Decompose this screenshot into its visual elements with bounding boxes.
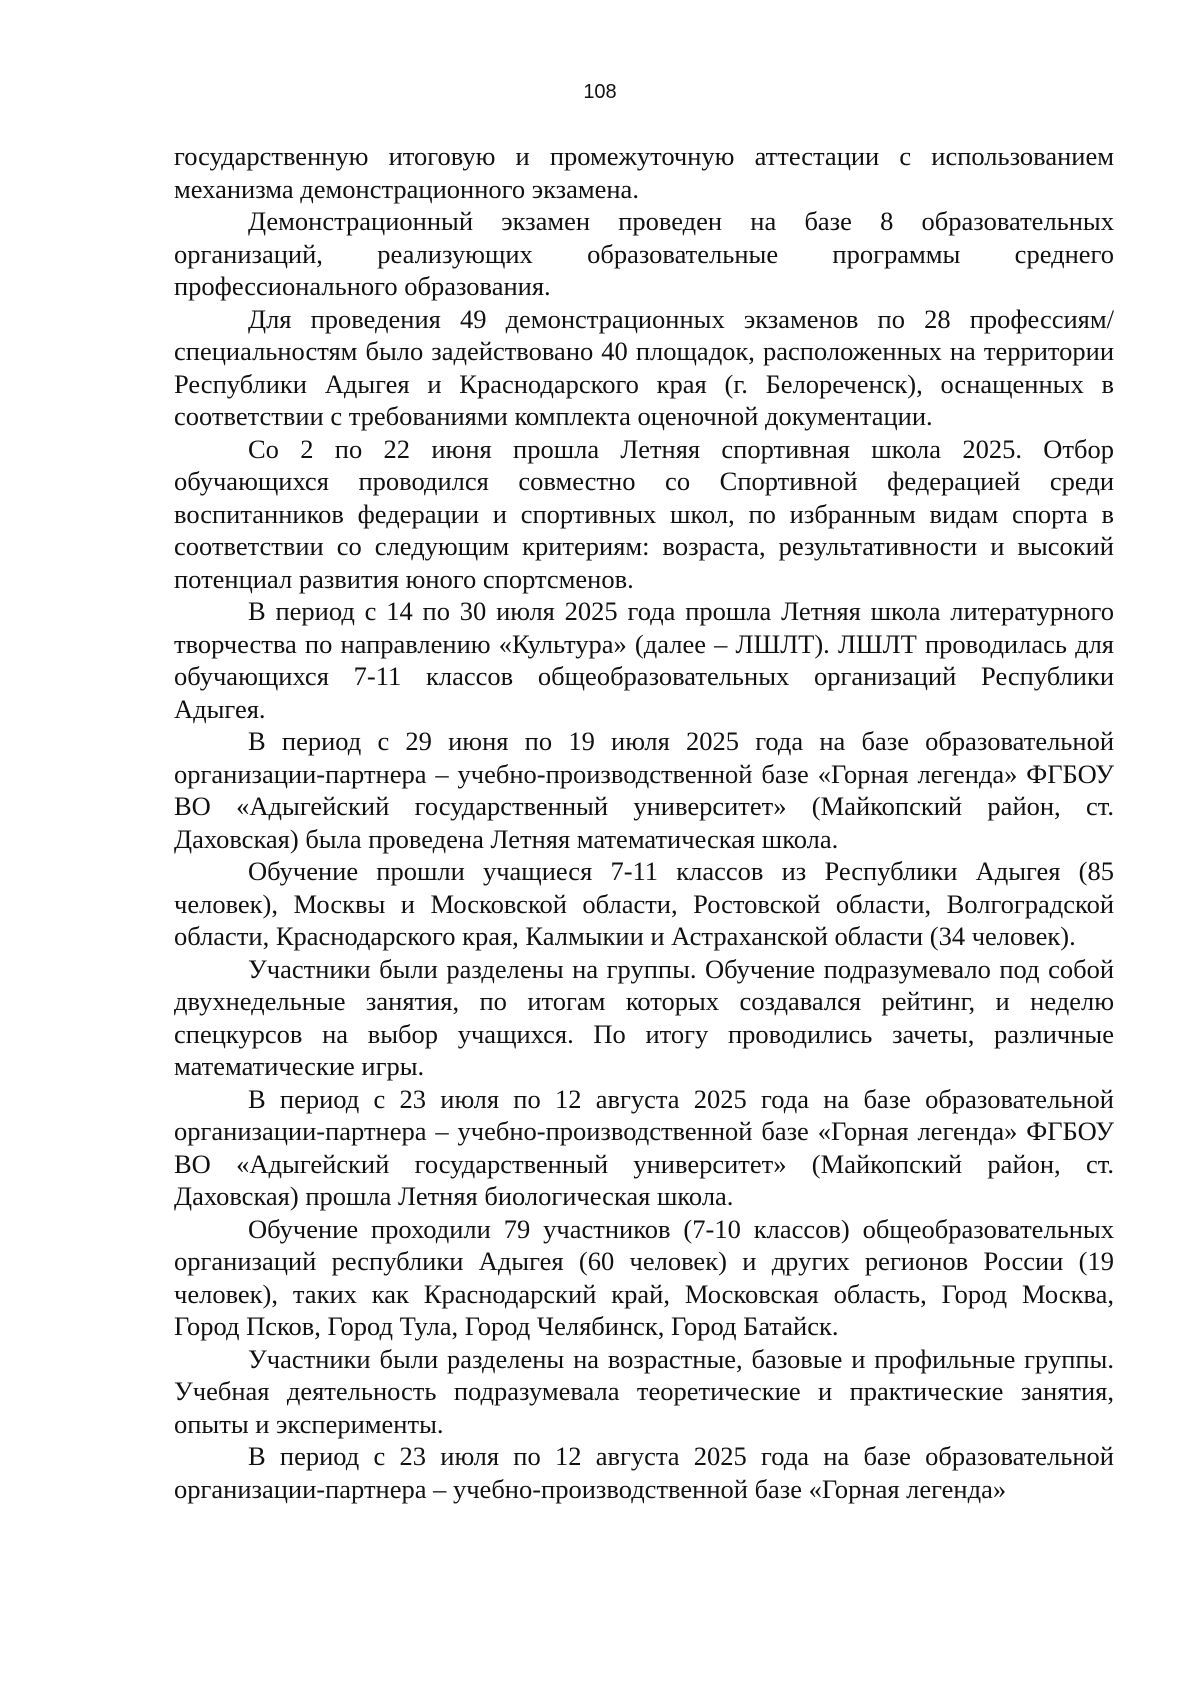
document-body <box>174 140 1114 1505</box>
paragraph-sports-school: Со 2 по 22 июня прошла Летняя спортивная школа 2025. Отбор обучающихся проводился совместно со Спортивной федерацией среди воспитанников федерации и спортивных школ, по избранным видам спорта в соответствии со следующим критериям: возраста, результативности и высокий потенциал развития юного спортсменов. <box>174 433 1114 594</box>
paragraph-demo-exam-venues: Для проведения 49 демонстрационных экзаменов по 28 профессиям/специальностям было задействовано 40 площадок, расположенных на территории Республики Адыгея и Краснодарского края (г. Белореченск), оснащенных в соответствии с требованиями комплекта оценочной документации. <box>174 303 1114 431</box>
paragraph-literary-school: В период с 14 по 30 июля 2025 года прошла Летняя школа литературного творчества по направлению «Культура» (далее – ЛШЛТ). ЛШЛТ проводилась для обучающихся 7-11 классов общеобразовательных организаций Республики Адыгея. <box>174 596 1114 724</box>
paragraph-math-school-participants: Обучение прошли учащиеся 7-11 классов из Республики Адыгея (85 человек), Москвы и Московской области, Ростовской области, Волгоградской области, Краснодарского края, Калмыкии и Астраханской области (34 человек). <box>174 856 1114 951</box>
paragraph-demo-exam-base: Демонстрационный экзамен проведен на базе 8 образовательных организаций, реализующих образовательные программы среднего профессионального образования. <box>174 206 1114 301</box>
paragraph-biology-school-groups: Участники были разделены на возрастные, базовые и профильные группы. Учебная деятельность подразумевала теоретические и практические занятия, опыты и эксперименты. <box>174 1343 1114 1439</box>
paragraph-next-school: В период с 23 июля по 12 августа 2025 года на базе образовательной организации-партнера – учебно-производственной базе «Горная легенда» <box>174 1441 1114 1504</box>
paragraph-math-school-groups: Участники были разделены на группы. Обучение подразумевало под собой двухнедельные занятия, по итогам которых создавался рейтинг, и неделю спецкурсов на выбор учащихся. По итогу проводились зачеты, различные математические игры. <box>174 953 1114 1081</box>
paragraph-biology-school: В период с 23 июля по 12 августа 2025 года на базе образовательной организации-партнера – учебно-производственной базе «Горная легенда» ФГБОУ ВО «Адыгейский государственный университет» (Майкопский район, ст. Даховская) прошла Летняя биологическая школа. <box>174 1083 1114 1211</box>
paragraph-biology-school-participants: Обучение проходили 79 участников (7-10 классов) общеобразовательных организаций республики Адыгея (60 человек) и других регионов России (19 человек), таких как Краснодарский край, Московская область, Город Москва, Город Псков, Город Тула, Город Челябинск, Город Батайск. <box>174 1213 1114 1341</box>
paragraph-math-school: В период с 29 июня по 19 июля 2025 года на базе образовательной организации-партнера – учебно-производственной базе «Горная легенда» ФГБОУ ВО «Адыгейский государственный университет» (Майкопский район, ст. Даховская) была проведена Летняя математическая школа. <box>174 726 1114 854</box>
paragraph-continuation: государственную итоговую и промежуточную аттестации с использованием механизма демонстрационного экзамена. <box>174 141 1114 204</box>
page-number: 108 <box>583 81 617 103</box>
